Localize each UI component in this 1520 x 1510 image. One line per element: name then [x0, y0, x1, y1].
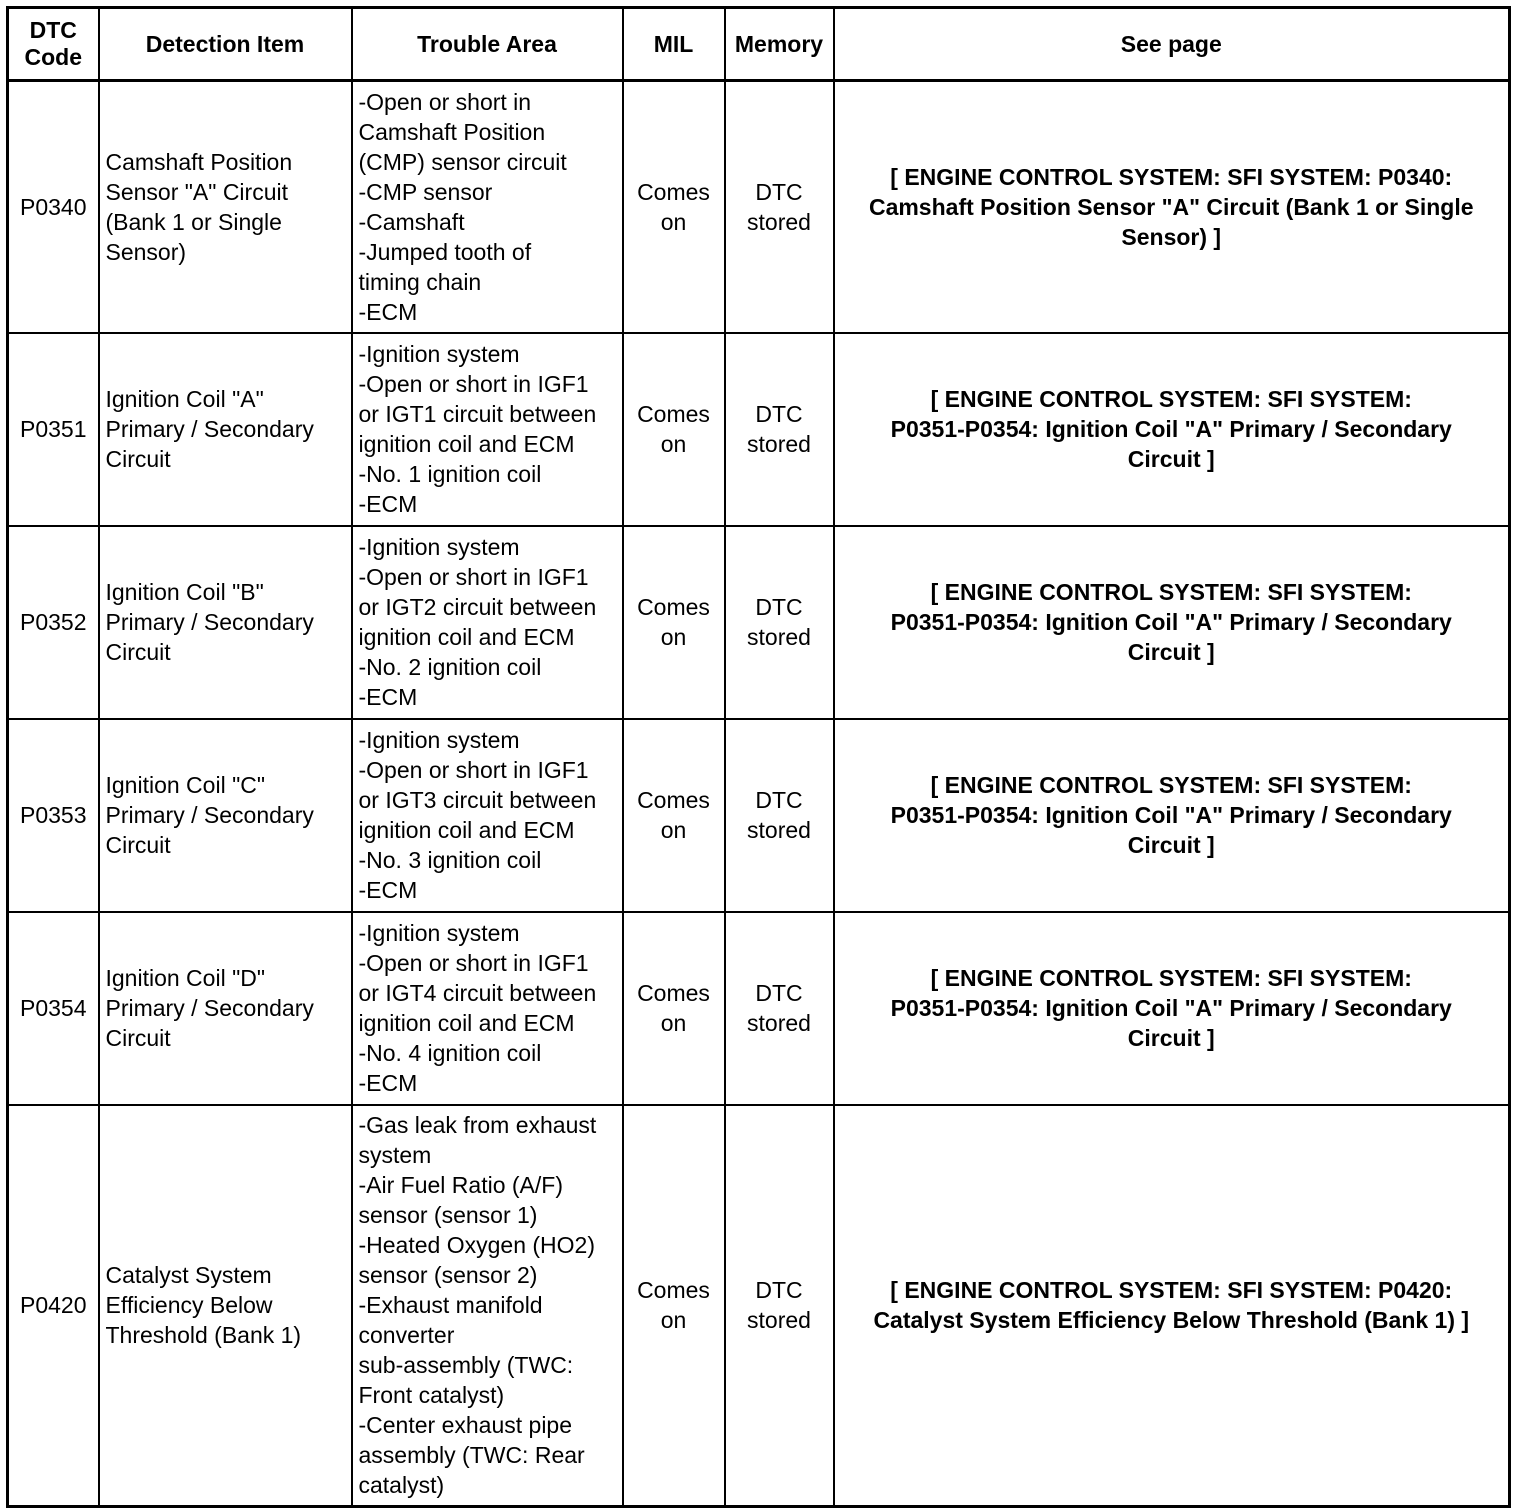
see-page-line: Circuit ] — [1127, 446, 1215, 472]
dtc-code-cell: P0351 — [8, 333, 99, 526]
trouble-area-line: -Center exhaust pipe — [358, 1412, 573, 1439]
mil-line: Comes — [637, 401, 710, 427]
mil-cell — [623, 81, 725, 333]
memory-cell — [725, 81, 834, 333]
mil-line: Comes — [637, 980, 710, 1006]
trouble-area-line: converter — [358, 1322, 455, 1349]
dtc-table-body — [8, 81, 1510, 1507]
trouble-area-cell — [352, 1105, 623, 1507]
mil-line: Comes — [637, 594, 710, 620]
see-page-line: Sensor) ] — [1121, 223, 1222, 250]
mil-line: Comes — [637, 787, 710, 813]
see-page-line: Camshaft Position Sensor "A" Circuit (Bank 1 or Single — [868, 193, 1474, 220]
memory-cell — [725, 912, 834, 1105]
memory-line: stored — [747, 431, 811, 457]
see-page-link[interactable] — [834, 912, 1510, 1105]
trouble-area-line: -Heated Oxygen (HO2) — [358, 1232, 595, 1259]
dtc-code-cell: P0352 — [8, 526, 99, 719]
detection-item-cell — [99, 526, 352, 719]
trouble-area-line: -Ignition system — [358, 727, 520, 753]
detection-item-line: Primary / Secondary — [105, 416, 314, 442]
trouble-area-line: ignition coil and ECM — [358, 624, 575, 650]
dtc-table-container — [6, 6, 1508, 1502]
table-row — [8, 333, 1510, 526]
mil-line: on — [660, 208, 687, 235]
detection-item-line: Catalyst System — [105, 1262, 272, 1289]
memory-line: DTC — [755, 401, 803, 427]
trouble-area-line: sensor (sensor 2) — [358, 1262, 538, 1289]
header-mil: MIL — [623, 8, 725, 81]
trouble-area-line: -Open or short in — [358, 88, 532, 115]
mil-line: on — [660, 624, 687, 650]
memory-line: stored — [747, 624, 811, 650]
mil-cell — [623, 333, 725, 526]
trouble-area-line: -Open or short in IGF1 — [358, 757, 589, 783]
see-page-line: P0351-P0354: Ignition Coil "A" Primary / Secondary — [890, 995, 1452, 1021]
mil-cell — [623, 526, 725, 719]
see-page-line: Circuit ] — [1127, 1025, 1215, 1051]
detection-item-line: Sensor) — [105, 238, 187, 265]
see-page-line: Catalyst System Efficiency Below Threshold (Bank 1) ] — [873, 1307, 1470, 1334]
see-page-line: P0351-P0354: Ignition Coil "A" Primary / Secondary — [890, 802, 1452, 828]
trouble-area-line: -Camshaft — [358, 208, 465, 235]
detection-item-cell — [99, 1105, 352, 1507]
see-page-line: P0351-P0354: Ignition Coil "A" Primary / Secondary — [890, 609, 1452, 635]
dtc-table — [6, 6, 1511, 1508]
trouble-area-line: ignition coil and ECM — [358, 817, 575, 843]
detection-item-line: Circuit — [105, 832, 171, 858]
dtc-code-cell: P0340 — [8, 81, 99, 333]
see-page-line: [ ENGINE CONTROL SYSTEM: SFI SYSTEM: — [930, 965, 1412, 991]
trouble-area-line: -ECM — [358, 1070, 418, 1096]
trouble-area-cell — [352, 526, 623, 719]
detection-item-line: Primary / Secondary — [105, 995, 314, 1021]
see-page-line: Circuit ] — [1127, 832, 1215, 858]
dtc-code-cell: P0353 — [8, 719, 99, 912]
trouble-area-cell — [352, 81, 623, 333]
table-row — [8, 912, 1510, 1105]
detection-item-line: Circuit — [105, 446, 171, 472]
mil-line: on — [660, 1010, 687, 1036]
mil-line: on — [660, 431, 687, 457]
mil-cell — [623, 719, 725, 912]
see-page-line: [ ENGINE CONTROL SYSTEM: SFI SYSTEM: — [930, 579, 1412, 605]
detection-item-cell — [99, 81, 352, 333]
detection-item-cell — [99, 333, 352, 526]
memory-line: DTC — [755, 178, 803, 205]
detection-item-line: Sensor "A" Circuit — [105, 178, 288, 205]
detection-item-line: Circuit — [105, 1025, 171, 1051]
memory-line: DTC — [755, 1277, 803, 1304]
memory-line: stored — [747, 208, 811, 235]
trouble-area-line: -ECM — [358, 684, 418, 710]
trouble-area-line: Camshaft Position — [358, 118, 546, 145]
mil-cell — [623, 1105, 725, 1507]
detection-item-line: Primary / Secondary — [105, 609, 314, 635]
trouble-area-cell — [352, 719, 623, 912]
table-row — [8, 526, 1510, 719]
see-page-line: Circuit ] — [1127, 639, 1215, 665]
mil-line: on — [660, 817, 687, 843]
detection-item-line: (Bank 1 or Single — [105, 208, 282, 235]
header-row — [8, 8, 1510, 81]
mil-line: Comes — [637, 1277, 710, 1304]
header-trouble-area: Trouble Area — [352, 8, 623, 81]
trouble-area-line: or IGT1 circuit between — [358, 401, 597, 427]
detection-item-line: Threshold (Bank 1) — [105, 1322, 302, 1349]
trouble-area-line: system — [358, 1142, 432, 1169]
trouble-area-line: -ECM — [358, 298, 418, 325]
trouble-area-line: or IGT3 circuit between — [358, 787, 597, 813]
detection-item-line: Circuit — [105, 639, 171, 665]
trouble-area-line: -ECM — [358, 877, 418, 903]
trouble-area-cell — [352, 333, 623, 526]
detection-item-line: Ignition Coil "C" — [105, 772, 266, 798]
header-dtc-code: DTC Code — [8, 8, 99, 81]
see-page-link[interactable] — [834, 333, 1510, 526]
trouble-area-line: -CMP sensor — [358, 178, 493, 205]
trouble-area-line: -No. 1 ignition coil — [358, 461, 542, 487]
see-page-line: [ ENGINE CONTROL SYSTEM: SFI SYSTEM: P0420: — [890, 1277, 1453, 1304]
see-page-link[interactable] — [834, 526, 1510, 719]
memory-line: DTC — [755, 980, 803, 1006]
detection-item-line: Primary / Secondary — [105, 802, 314, 828]
see-page-line: P0351-P0354: Ignition Coil "A" Primary / Secondary — [890, 416, 1452, 442]
memory-line: stored — [747, 1307, 811, 1334]
memory-line: stored — [747, 1010, 811, 1036]
trouble-area-line: catalyst) — [358, 1472, 445, 1499]
table-row — [8, 81, 1510, 333]
memory-cell — [725, 719, 834, 912]
trouble-area-line: timing chain — [358, 268, 482, 295]
header-detection-item: Detection Item — [99, 8, 352, 81]
trouble-area-line: -Open or short in IGF1 — [358, 950, 589, 976]
see-page-link[interactable] — [834, 719, 1510, 912]
detection-item-line: Ignition Coil "D" — [105, 965, 266, 991]
trouble-area-line: or IGT4 circuit between — [358, 980, 597, 1006]
header-see-page: See page — [834, 8, 1510, 81]
trouble-area-line: -Ignition system — [358, 920, 520, 946]
memory-cell — [725, 526, 834, 719]
trouble-area-line: -No. 3 ignition coil — [358, 847, 542, 873]
trouble-area-line: -Jumped tooth of — [358, 238, 532, 265]
dtc-code-cell: P0354 — [8, 912, 99, 1105]
trouble-area-line: sub-assembly (TWC: — [358, 1352, 574, 1379]
trouble-area-line: -No. 4 ignition coil — [358, 1040, 542, 1066]
memory-cell — [725, 333, 834, 526]
trouble-area-line: assembly (TWC: Rear — [358, 1442, 585, 1469]
memory-line: DTC — [755, 787, 803, 813]
trouble-area-line: -Open or short in IGF1 — [358, 564, 589, 590]
detection-item-line: Camshaft Position — [105, 148, 293, 175]
detection-item-line: Ignition Coil "B" — [105, 579, 264, 605]
memory-line: DTC — [755, 594, 803, 620]
see-page-line: [ ENGINE CONTROL SYSTEM: SFI SYSTEM: — [930, 386, 1412, 412]
header-memory: Memory — [725, 8, 834, 81]
trouble-area-line: ignition coil and ECM — [358, 1010, 575, 1036]
trouble-area-line: -Ignition system — [358, 341, 520, 367]
trouble-area-line: -ECM — [358, 491, 418, 517]
detection-item-line: Ignition Coil "A" — [105, 386, 264, 412]
trouble-area-line: -Gas leak from exhaust — [358, 1112, 597, 1139]
see-page-link[interactable] — [834, 1105, 1510, 1507]
see-page-line: [ ENGINE CONTROL SYSTEM: SFI SYSTEM: P0340: — [890, 163, 1453, 190]
dtc-code-cell: P0420 — [8, 1105, 99, 1507]
trouble-area-line: -Open or short in IGF1 — [358, 371, 589, 397]
detection-item-line: Efficiency Below — [105, 1292, 273, 1319]
memory-cell — [725, 1105, 834, 1507]
mil-cell — [623, 912, 725, 1105]
table-row — [8, 719, 1510, 912]
table-row — [8, 1105, 1510, 1507]
trouble-area-line: -Air Fuel Ratio (A/F) — [358, 1172, 563, 1199]
detection-item-cell — [99, 912, 352, 1105]
trouble-area-cell — [352, 912, 623, 1105]
mil-line: on — [660, 1307, 687, 1334]
trouble-area-line: -No. 2 ignition coil — [358, 654, 542, 680]
trouble-area-line: sensor (sensor 1) — [358, 1202, 538, 1229]
trouble-area-line: ignition coil and ECM — [358, 431, 575, 457]
detection-item-cell — [99, 719, 352, 912]
memory-line: stored — [747, 817, 811, 843]
see-page-line: [ ENGINE CONTROL SYSTEM: SFI SYSTEM: — [930, 772, 1412, 798]
trouble-area-line: -Ignition system — [358, 534, 520, 560]
trouble-area-line: (CMP) sensor circuit — [358, 148, 567, 175]
trouble-area-line: Front catalyst) — [358, 1382, 505, 1409]
mil-line: Comes — [637, 178, 710, 205]
trouble-area-line: -Exhaust manifold — [358, 1292, 543, 1319]
trouble-area-line: or IGT2 circuit between — [358, 594, 597, 620]
see-page-link[interactable] — [834, 81, 1510, 333]
